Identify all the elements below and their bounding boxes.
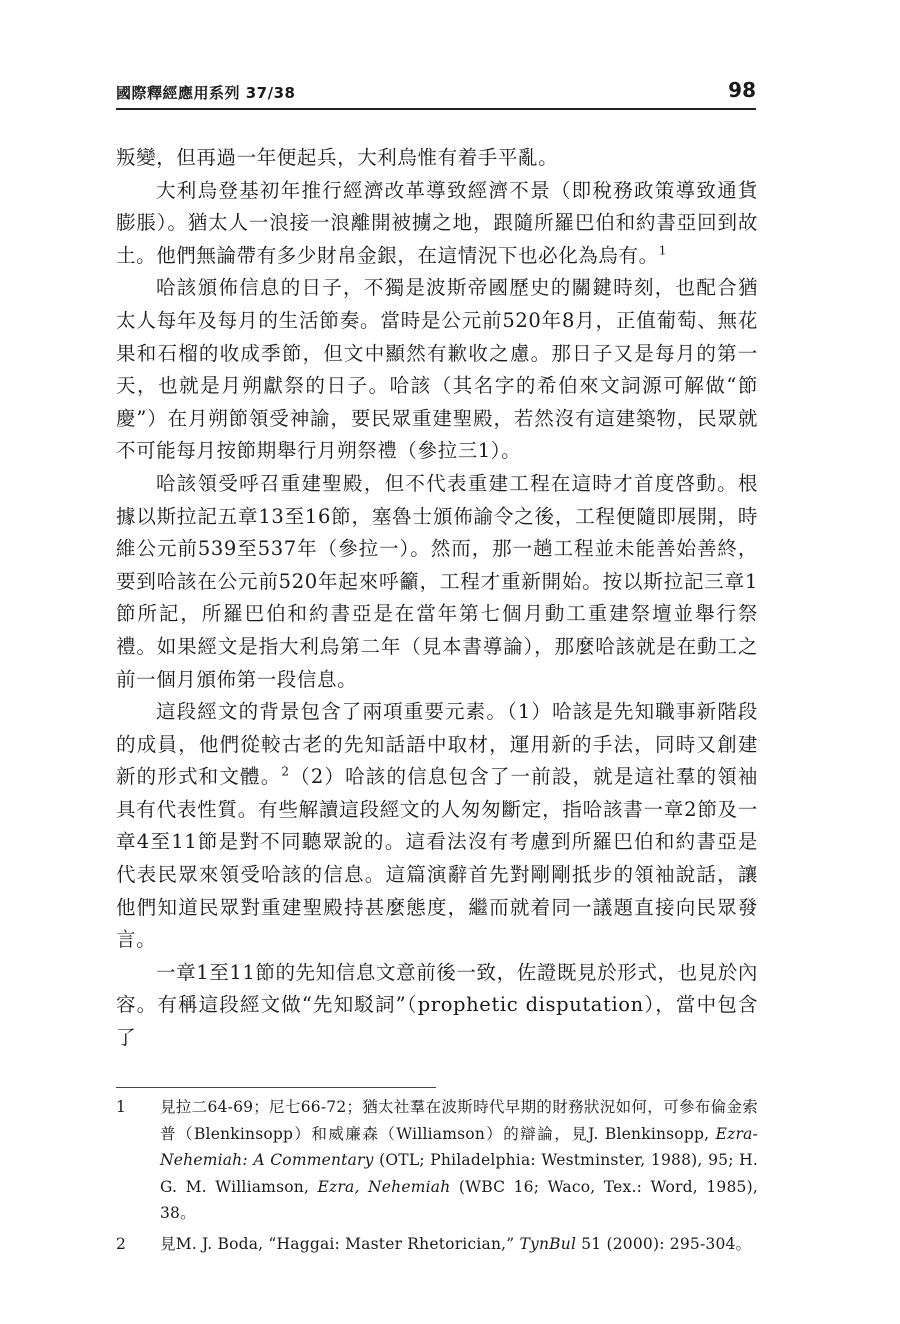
paragraph: 哈該領受呼召重建聖殿，但不代表重建工程在這時才首度啓動。根據以斯拉記五章13至16節，塞魯士頒佈諭令之後，工程便隨即展開，時維公元前539至537年（參拉一）。然而，那一趟工程並未能善始善終，要到哈該在公元前520年起來呼籲，工程才重新開始。按以斯拉記三章1節所記，所羅巴伯和約書亞是在當年第七個月動工重建祭壇並舉行祭禮。如果經文是指大利烏第二年（見本書導論），那麼哈該就是在動工之前一個月頒佈第一段信息。 <box>116 471 758 691</box>
paragraph: 這段經文的背景包含了兩項重要元素。（1）哈該是先知職事新階段的成員，他們從較古老的先知話語中取材，運用新的手法，同時又創建新的形式和文體。$^2$（2）哈該的信息包含了一前設，就是這社羣的領袖具有代表性質。有些解讀這段經文的人匆匆斷定，指哈該書一章2節及一章4至11節是對不同聽眾說的。這看法沒有考慮到所羅巴伯和約書亞是代表民眾來領受哈該的信息。這篇演辭首先對剛剛抵步的領袖說話，讓他們知道民眾對重建聖殿持甚麼態度，繼而就着同一議題直接向民眾發言。 <box>116 700 758 952</box>
paragraph: 哈該頒佈信息的日子，不獨是波斯帝國歷史的關鍵時刻，也配合猶太人每年及每月的生活節奏。當時是公元前520年8月，正值葡萄、無花果和石榴的收成季節，但文中顯然有歉收之慮。那日子又是每月的第一天，也就是月朔獻祭的日子。哈該（其名字的希伯來文詞源可解做“節慶”）在月朔節領受神諭，要民眾重建聖殿，若然沒有這建築物，民眾就不可能每月按節期舉行月朔祭禮（參拉三1）。 <box>116 276 758 463</box>
footnote: 2 見M. J. Boda, “Haggai: Master Rhetorician,” TynBul 51 (2000): 295-304。 <box>116 1231 758 1258</box>
paragraph: 一章1至11節的先知信息文意前後一致，佐證既見於形式，也見於內容。有稱這段經文做“先知駁詞”（prophetic disputation），當中包含了 <box>116 960 758 1050</box>
body-text <box>116 142 758 1055</box>
page-number: 98 <box>728 78 756 102</box>
footnote: 1 見拉二64-69；尼七66-72；猶太社羣在波斯時代早期的財務狀況如何，可參布倫金索普（Blenkinsopp）和威廉森（Williamson）的辯論，見J. Blenkinsopp, Ezra-Nehemiah: A Commentary (OTL; Philadelphia: Westminster, 1988), 95; H. G. M. Williamson, Ezra, Nehemiah (WBC 16; Waco, Tex.: Word, 1985), 38。 <box>116 1094 758 1227</box>
paragraph: 大利烏登基初年推行經濟改革導致經濟不景（即稅務政策導致通貨膨脹）。猶太人一浪接一浪離開被擄之地，跟隨所羅巴伯和約書亞回到故土。他們無論帶有多少財帛金銀，在這情況下也必化為烏有。$^1$ <box>116 178 758 267</box>
paragraph: 叛變，但再過一年便起兵，大利烏惟有着手平亂。 <box>116 146 559 169</box>
footnote-number: 2 <box>116 1234 127 1253</box>
footnote-divider <box>116 1087 436 1088</box>
footnote-ref[interactable]: 2 <box>281 764 290 779</box>
series-title: 國際釋經應用系列 37/38 <box>116 84 296 102</box>
footnotes <box>116 1094 758 1261</box>
footnote-ref[interactable]: 1 <box>658 243 667 258</box>
running-header <box>116 78 756 110</box>
footnote-number: 1 <box>116 1098 127 1116</box>
